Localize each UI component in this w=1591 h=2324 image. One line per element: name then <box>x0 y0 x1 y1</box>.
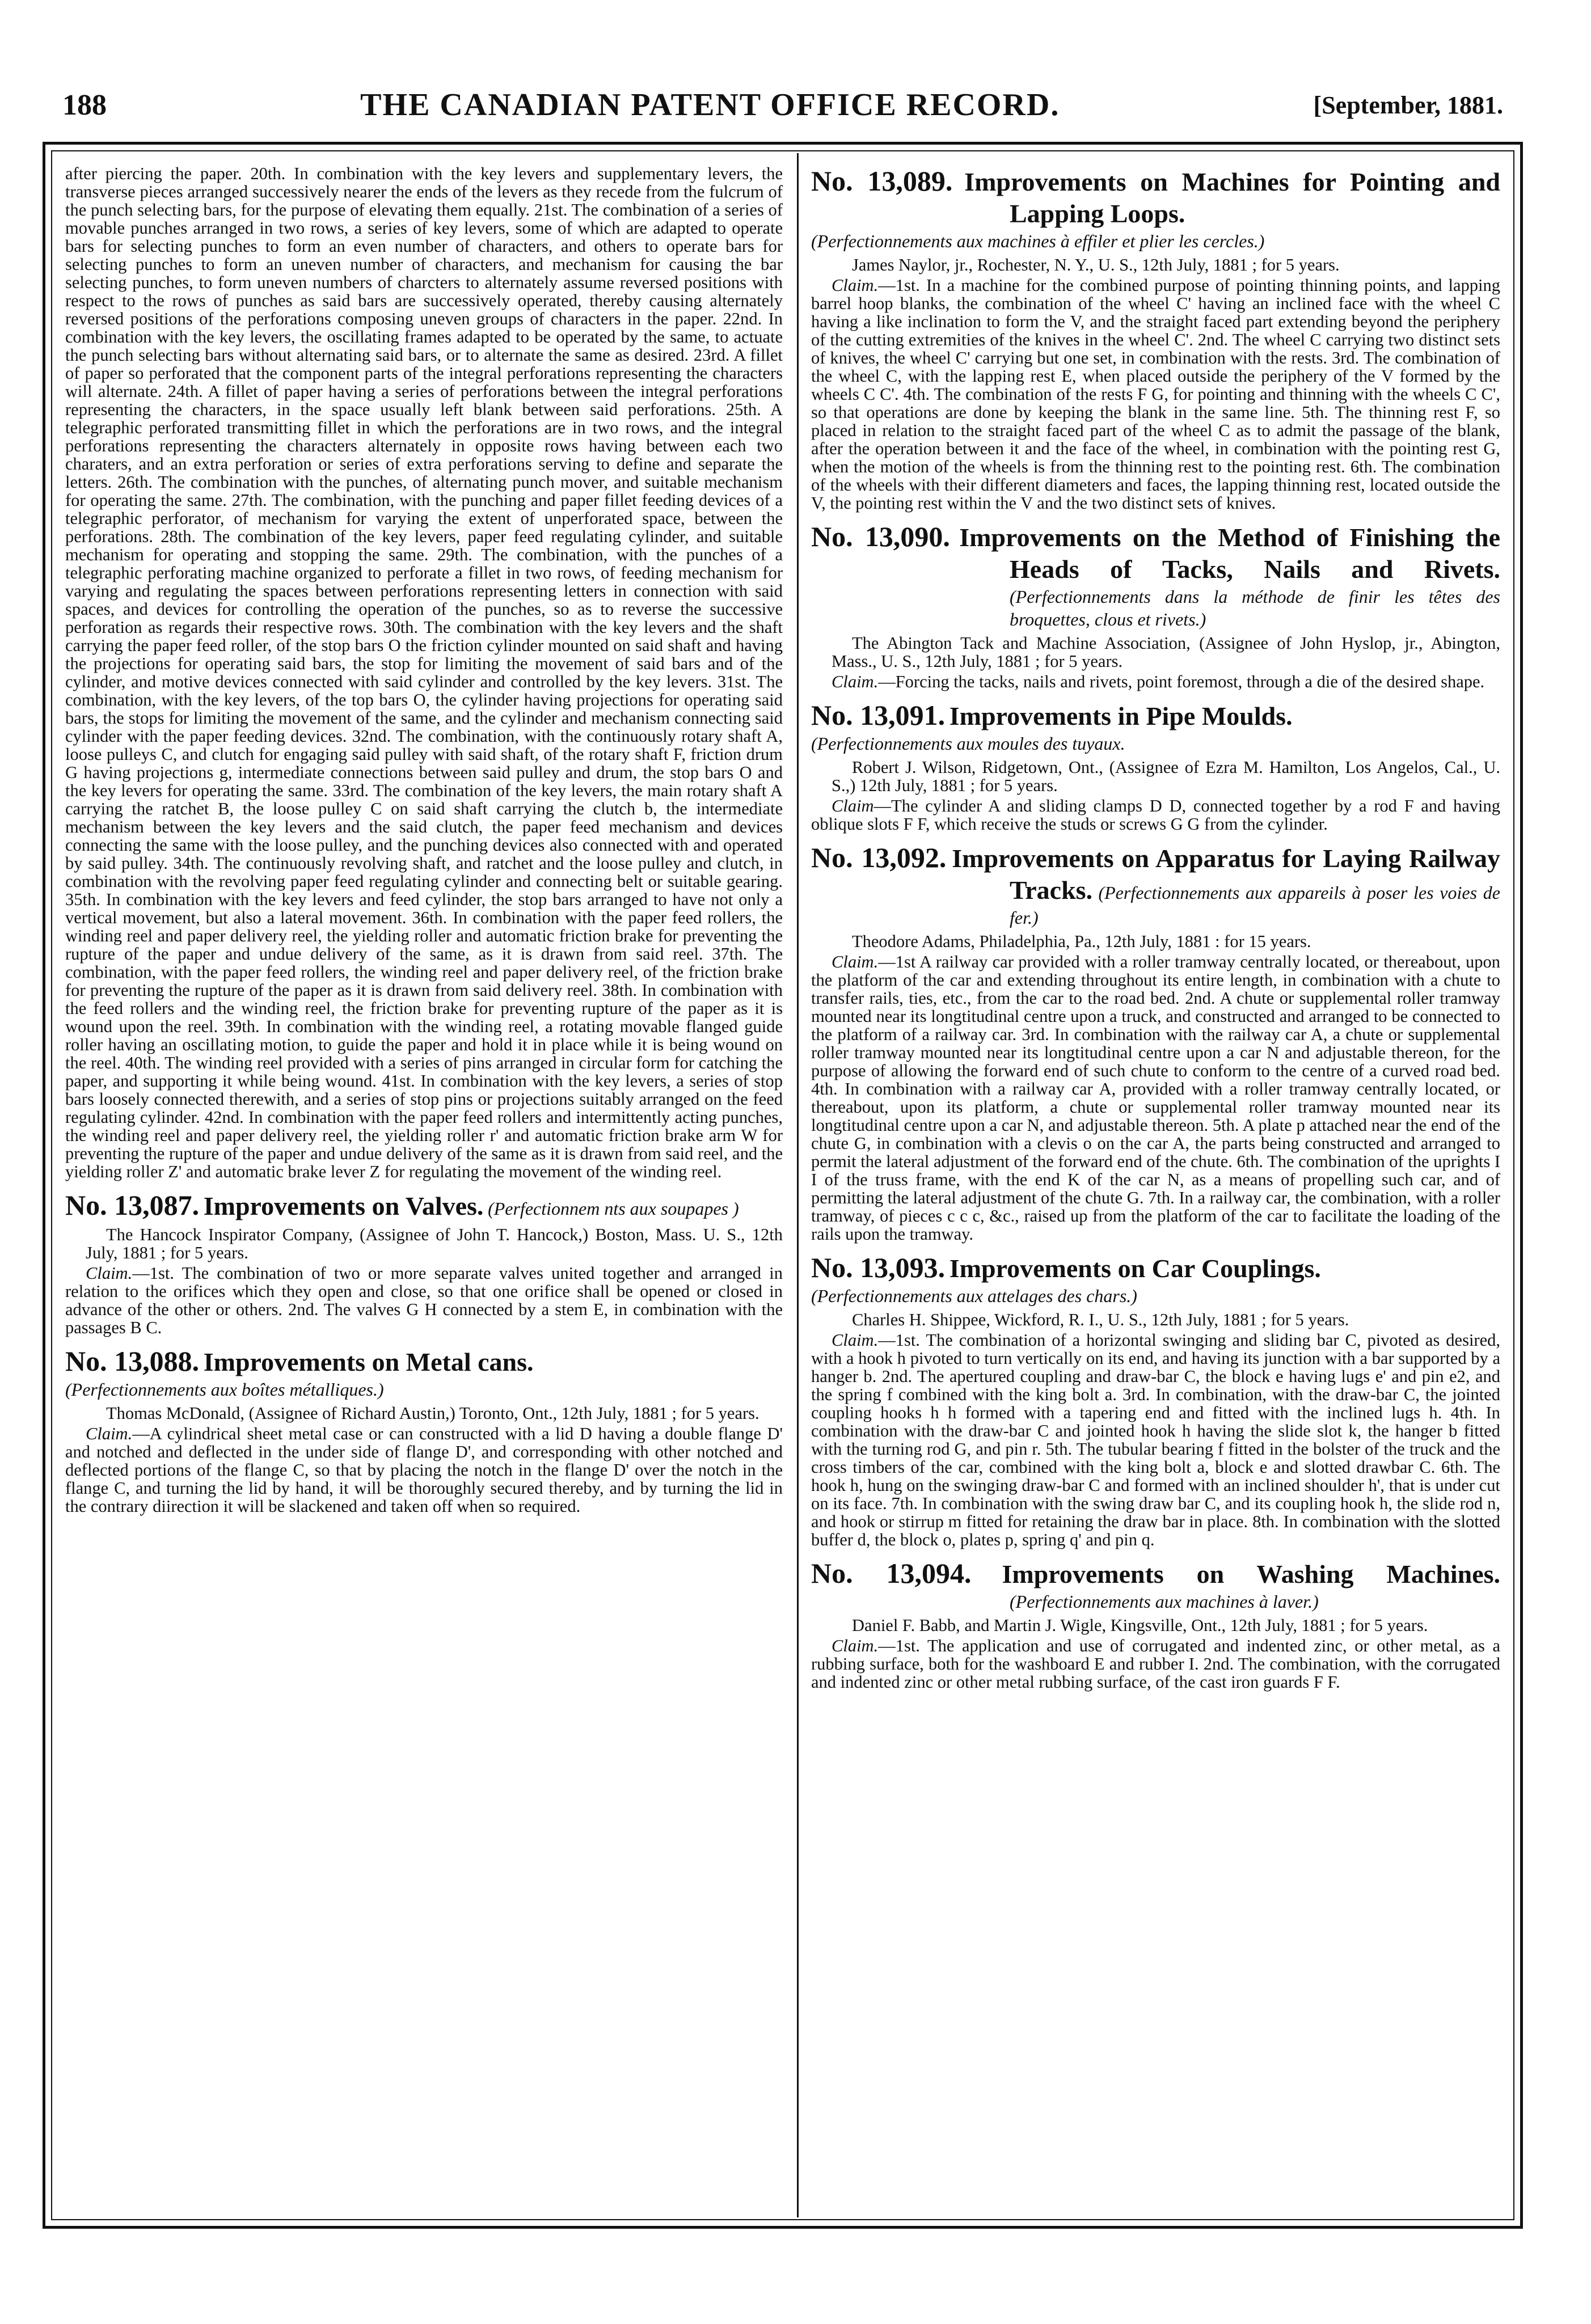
patent-number: No. 13,094. <box>811 1557 972 1589</box>
patent-number: No. 13,090. <box>811 521 950 552</box>
patent-number: No. 13,092. <box>811 842 947 873</box>
left-column <box>65 164 783 2206</box>
patent-heading <box>811 520 1500 631</box>
patent-entry <box>811 699 1500 833</box>
patent-french-title: (Perfectionnements aux boîtes métalliques.) <box>65 1379 384 1400</box>
issue-date: [September, 1881. <box>1313 91 1503 119</box>
patent-grantee: James Naylor, jr., Rochester, N. Y., U. S., 12th July, 1881 ; for 5 years. <box>852 255 1340 274</box>
patent-entry <box>811 164 1500 512</box>
patent-title: Improvements on Washing Machines. <box>1002 1560 1500 1588</box>
claim-label: Claim <box>832 796 874 815</box>
patent-heading <box>65 1189 783 1222</box>
patent-grantee: Thomas McDonald, (Assignee of Richard Austin,) Toronto, Ont., 12th July, 1881 ; for 5 years. <box>106 1404 759 1423</box>
patent-title: Improvements on Car Couplings. <box>949 1254 1321 1283</box>
claim-text: —The cylinder A and sliding clamps D D, connected together by a rod F and having oblique slots F F, which receive the studs or screws G G from the cylinder. <box>811 796 1500 834</box>
patent-heading <box>811 1557 1500 1613</box>
claim-label: Claim. <box>832 276 879 295</box>
patent-entry <box>811 520 1500 691</box>
patent-title: Improvements on Apparatus for Laying Railway Tracks. <box>952 844 1500 905</box>
patent-title: Improvements on Machines for Pointing and Lapping Loops. <box>964 167 1500 228</box>
patent-title: Improvements on Metal cans. <box>203 1347 534 1376</box>
patent-heading <box>811 699 1500 755</box>
claim-text: —A cylindrical sheet metal case or can constructed with a lid D having a double flange D' and notched and deflected in the under side of flange D', and corresponding with other notched and deflected portions of the flange C, so that by placing the notch in the flange D' over the notch in the flange C, and turning the lid by hand, it will be thoroughly secured thereby, and by turning the lid in the contrary diirection it will be slackened and taken off when so required. <box>65 1424 783 1516</box>
claim-label: Claim. <box>832 952 879 971</box>
running-title: THE CANADIAN PATENT OFFICE RECORD. <box>360 87 1060 122</box>
claim-label: Claim. <box>832 1330 879 1350</box>
page-number: 188 <box>62 88 107 121</box>
patent-claim <box>65 1425 783 1515</box>
patent-french-title: (Perfectionnem nts aux soupapes ) <box>488 1198 739 1219</box>
patent-claim <box>811 953 1500 1243</box>
claim-text: —1st A railway car provided with a roller tramway centrally located, or thereabout, upon the platform of the car and extending throughout its entire length, in combination with a chute to transfer rails, ties, etc., from the car to the road bed. 2nd. A chute or supplemental roller tramway mounted near its longtitudinal centre upon a truck, and constructed and arranged to be connected to the platform of a railway car. 3rd. In combination with the railway car A, a chute or supplemental roller tramway mounted near its longtitudinal centre upon a car N and adjustable thereon, for the purpose of allowing the forward end of such chute to conform to the centre of a curved road bed. 4th. In combination with a railway car A, provided with a roller tramway centrally located, or thereabout, upon its platform, a chute or supplemental roller tramway mounted near its longtitudinal centre upon a car N, and adjustable thereon. 5th. A plate p attached near the end of the chute G, in combination with a clevis o on the car A, the parts being constructed and arranged to permit the lateral adjustment of the forward end of the chute. 6th. The combination of the uprights I I of the truss frame, with the end K of the car N, as a means of propelling such car, and of permitting the lateral adjustment of the chute G. 7th. In a railway car, the combination, with a roller tramway, of pieces c c c, &c., raised up from the platform of the car to facilitate the loading of the rails upon the tramway. <box>811 952 1500 1244</box>
claim-label: Claim. <box>832 672 879 691</box>
patent-grantee: Theodore Adams, Philadelphia, Pa., 12th July, 1881 : for 15 years. <box>852 932 1311 951</box>
patent-grantee: Robert J. Wilson, Ridgetown, Ont., (Assignee of Ezra M. Hamilton, Los Angelos, Cal., U. S.,) 12th July, 1881 ; for 5 years. <box>832 758 1500 795</box>
patent-french-title: (Perfectionnements aux machines à laver.) <box>1010 1591 1319 1612</box>
patent-claim <box>811 1637 1500 1691</box>
patent-french-title: (Perfectionnements dans la méthode de finir les têtes des broquettes, clous et rivets.) <box>1010 586 1500 629</box>
claim-text: —Forcing the tacks, nails and rivets, point foremost, through a die of the desired shape. <box>878 672 1485 691</box>
patent-french-title: (Perfectionnements aux machines à effiler et plier les cercles.) <box>811 231 1265 251</box>
claim-label: Claim. <box>86 1424 133 1443</box>
continued-claims: after piercing the paper. 20th. In combination with the key levers and supplementary levers, the transverse pieces arranged successively nearer the ends of the levers as they recede from the fulcrum of the punch selecting bars, for the purpose of elevating them equally. 21st. The combination of a series of movable punches arranged in two rows, a series of key levers, some of which are adapted to operate bars for selecting punches to form an even number of characters, and others to operate bars for selecting punches to form an uneven number of characters, and mechanism for causing the bar selecting punches, to form uneven numbers of charcters to alternately assume reversed positions with respect to the rows of punches as said bars are successively operated, thereby causing alternately reversed positions of the perforations composing uneven groups of characters in the paper. 22nd. In combination with the key levers, the oscillating frames adapted to be operated by the same, to actuate the punch selecting bars without alternating said bars, or to alternate the same as desired. 23rd. A fillet of paper so perforated that the component parts of the integral perforations representing the characters will alternate. 24th. A fillet of paper having a series of perforations between the integral perforations representing the characters, in the space usually left blank between said perforations. 25th. A telegraphic perforated transmitting fillet in which the perforations are in two rows, and the integral perforations representing the characters alternately in opposite rows having between each two charaters, and an extra perforation or series of extra perforations serving to define and separate the letters. 26th. The combination with the punches, of alternating punch mover, and suitable mechanism for operating the same. 27th. The combination, with the punching and paper fillet feeding devices of a telegraphic perforator, of mechanism for varying the extent of unperforated space, between the perforations. 28th. The combination of the key levers, paper feed regulating cylinder, and suitable mechanism for operating and stopping the same. 29th. The combination, with the punches of a telegraphic perforating machine organized to perforate a fillet in two rows, of feeding mechanism for varying and regulating the spaces between perforations representing letters in connection with said spaces, and devices for controlling the operation of the punches, so as to reverse the successive perforation as regards their respective rows. 30th. The combination with the key levers and the shaft carrying the paper feed roller, of the stop bars O the friction cylinder mounted on said shaft and having the projections for operating said bars, the stop for limiting the movement of said bars and of the cylinder, and motive devices connected with said cylinder and controlled by the key levers. 31st. The combination, with the key levers, of the top bars O, the cylinder having projections for operating said bars, the stops for limiting the movement of the same, and the cylinder and mechanism connecting said cylinder with the paper feeding devices. 32nd. The combination, with the continuously rotary shaft A, loose pulleys C, and clutch for engaging said pulley with said shaft, of the rotary shaft F, friction drum G having projections g, intermediate connections between said pulley and drum, the stop bars O and the key levers for operating the same. 33rd. The combination of the key levers, the main rotary shaft A carrying the ratchet B, the loose pulley C on said shaft carrying the clutch b, the intermediate mechanism between the key levers and the said clutch, the paper feed mechanism and devices connecting the same with the loose pulley, and the punching devices also connected with and operated by said pulley. 34th. The continuously revolving shaft, and ratchet and the loose pulley and clutch, in combination with the revolving paper feed regulating cylinder and connecting belt or suitable gearing. 35th. In combination with the key levers and feed cylinder, the stop bars arranged to have not only a vertical movement, but also a lateral movement. 36th. In combination with the paper feed rollers, the winding reel and paper delivery reel, the yielding roller and automatic friction brake for preventing the rupture of the paper and undue delivery of the same, as it is drawn from said reel. 37th. The combination, with the paper feed rollers, the winding reel and paper delivery reel, of the friction brake for preventing the rupture of the paper as it is drawn from said delivery reel. 38th. In combination with the feed rollers and the winding reel, the friction brake for preventing rupture of the paper as it is wound upon the reel. 39th. In combination with the winding reel, a rotating movable flanged guide roller having an oscillating motion, to guide the paper and hold it in place while it is being wound on the reel. 40th. The winding reel provided with a series of pins arranged in circular form for catching the paper, and supporting it while being wound. 41st. In combination with the key levers, a series of stop bars loosely connected therewith, and a series of stop pins or projections suitably arranged on the feed regulating cylinder. 42nd. In combination with the paper feed rollers and intermittently acting punches, the winding reel and paper delivery reel, the yielding roller r' and automatic friction brake arm W for preventing the rupture of the paper and undue delivery of the same as it is drawn from said reel, and the yielding roller Z' and automatic brake lever Z for regulating the movement of the winding reel. <box>65 164 783 1181</box>
patent-heading <box>811 1251 1500 1307</box>
patent-heading <box>811 841 1500 929</box>
patent-title: Improvements in Pipe Moulds. <box>949 702 1293 730</box>
patent-grantee: Charles H. Shippee, Wickford, R. I., U. S., 12th July, 1881 ; for 5 years. <box>852 1310 1349 1329</box>
claim-label: Claim. <box>86 1264 133 1283</box>
patent-entry <box>811 1557 1500 1691</box>
patent-claim <box>811 673 1500 691</box>
patent-number: No. 13,087. <box>65 1189 200 1221</box>
patent-entry <box>65 1189 783 1337</box>
patent-french-title: (Perfectionnements aux moules des tuyaux. <box>811 733 1125 754</box>
claim-text: —1st. The application and use of corrugated and indented zinc, or other metal, as a rubbing surface, both for the washboard E and rubber I. 2nd. The combination, with the corrugated and indented zinc or other metal rubbing surface, of the cast iron guards F F. <box>811 1636 1500 1692</box>
patent-french-title: (Perfectionnements aux appareils à poser les voies de fer.) <box>1010 882 1500 928</box>
patent-claim <box>811 797 1500 833</box>
patent-title: Improvements on the Method of Finishing the Heads of Tacks, Nails and Rivets. <box>959 523 1500 584</box>
claim-text: —1st. In a machine for the combined purpose of pointing thinning points, and lapping barrel hoop blanks, the combination of the wheel C' having an inclined face with the wheel C having a like inclination to form the V, and the straight faced part extending beyond the periphery of the cutting extremities of the knives in the wheel C'. 2nd. The wheel C carrying two distinct sets of knives, the wheel C' carrying but one set, in combination with the rests. 3rd. The combination of the wheel C, with the lapping rest E, when placed outside the periphery of the V formed by the wheels C C'. 4th. The combination of the rests F G, for pointing and thinning with the wheels C C', so that operations are done by keeping the blank in the same line. 5th. The thinning rest F, so placed in relation to the straight faced part of the wheel C as to admit the passage of the blank, after the operation between it and the face of the wheel, in combination with the pointing rest G, when the motion of the wheels is from the thinning rest to the pointing rest. 6th. The combination of the wheels with their different diameters and faces, the lapping thinning rest, located outside the V, the pointing rest within the V and the two distinct sets of knives. <box>811 276 1500 513</box>
patent-french-title: (Perfectionnements aux attelages des chars.) <box>811 1286 1137 1306</box>
patent-heading <box>811 164 1500 252</box>
patent-entry <box>811 841 1500 1243</box>
claim-text: —1st. The combination of a horizontal swinging and sliding bar C, pivoted as desired, with a hook h pivoted to turn vertically on its end, and having its junction with a bar supported by a hanger b. 2nd. The apertured coupling and draw-bar C, the block e having lugs e' and pin e2, and the spring f combined with the king bolt a. 3rd. In combination, with the draw-bar C, the jointed coupling hooks h h formed with a tapering end and fitted with the inclined lugs h. 4th. In combination with the draw-bar C and jointed hook h having the slide slot k, the hanger b fitted with the turning rod G, and pin r. 5th. The tubular bearing f fitted in the bolster of the truck and the cross timbers of the car, combined with the king bolt a, block e and slotted drawbar C. 6th. The hook h, hung on the swinging draw-bar C and formed with an inclined shoulder h', that is under cut on its face. 7th. In combination with the swing draw bar C, and its coupling hook h, the slide rod n, and hook or stirrup m fitted for retaining the draw bar in place. 8th. In combination with the slotted buffer d, the block o, plates p, spring q' and pin q. <box>811 1330 1500 1549</box>
patent-grantee: The Abington Tack and Machine Association, (Assignee of John Hyslop, jr., Abington, Mass., U. S., 12th July, 1881 ; for 5 years. <box>832 633 1500 671</box>
right-column <box>811 164 1500 2206</box>
claim-text: —1st. The combination of two or more separate valves united together and arranged in relation to the orifices which they open and close, so that one orifice shall be opened or closed in advance of the other or others. 2nd. The valves G H connected by a stem E, in combination with the passages B C. <box>65 1264 783 1337</box>
patent-number: No. 13,093. <box>811 1252 946 1283</box>
patent-claim <box>811 1331 1500 1549</box>
patent-number: No. 13,088. <box>65 1345 200 1377</box>
patent-title: Improvements on Valves. <box>203 1191 484 1220</box>
patent-entry <box>65 1345 783 1515</box>
patent-claim <box>65 1264 783 1337</box>
patent-heading <box>65 1345 783 1401</box>
patent-claim <box>811 276 1500 512</box>
patent-grantee: Daniel F. Babb, and Martin J. Wigle, Kingsville, Ont., 12th July, 1881 ; for 5 years. <box>852 1616 1428 1635</box>
patent-entry <box>811 1251 1500 1549</box>
column-rule <box>797 153 799 2217</box>
patent-grantee: The Hancock Inspirator Company, (Assignee of John T. Hancock,) Boston, Mass. U. S., 12th July, 1881 ; for 5 years. <box>86 1225 783 1262</box>
patent-number: No. 13,089. <box>811 165 953 197</box>
page-header <box>62 85 1503 125</box>
patent-number: No. 13,091. <box>811 699 946 731</box>
claim-label: Claim. <box>832 1636 879 1655</box>
